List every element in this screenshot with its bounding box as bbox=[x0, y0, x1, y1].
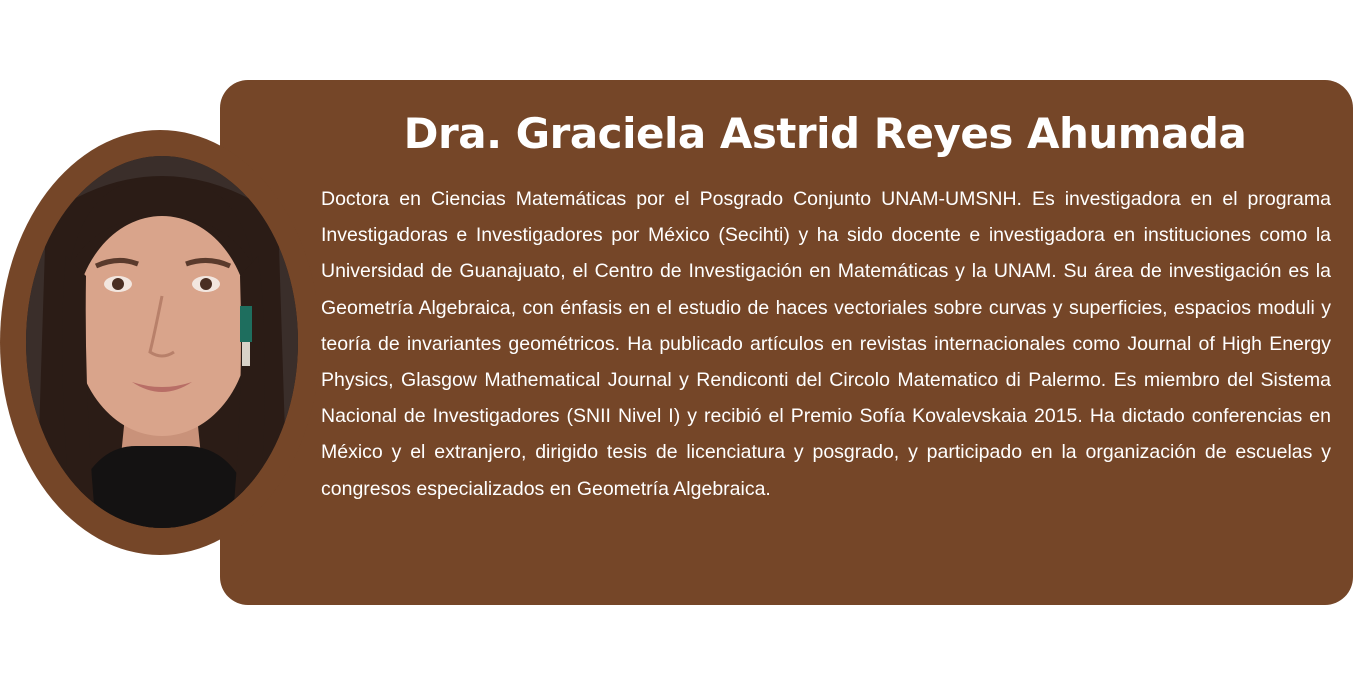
portrait-photo bbox=[26, 156, 298, 528]
profile-bio: Doctora en Ciencias Matemáticas por el Posgrado Conjunto UNAM-UMSNH. Es investigadora en el programa Investigadoras e Investigadores por México (Secihti) y ha sido docente e investigadora en instituciones como la Universidad de Guanajuato, el Centro de Investigación en Matemáticas y la UNAM. Su área de investigación es la Geometría Algebraica, con énfasis en el estudio de haces vectoriales sobre curvas y superficies, espacios moduli y teoría de invariantes geométricos. Ha publicado artículos en revistas internacionales como Journal of High Energy Physics, Glasgow Mathematical Journal y Rendiconti del Circolo Matematico di Palermo. Es miembro del Sistema Nacional de Investigadores (SNII Nivel I) y recibió el Premio Sofía Kovalevskaia 2015. Ha dictado conferencias en México y el extranjero, dirigido tesis de licenciatura y posgrado, y participado en la organización de escuelas y congresos especializados en Geometría Algebraica. bbox=[321, 188, 1331, 500]
portrait-illustration bbox=[26, 156, 298, 528]
profile-name: Dra. Graciela Astrid Reyes Ahumada bbox=[403, 109, 1247, 158]
